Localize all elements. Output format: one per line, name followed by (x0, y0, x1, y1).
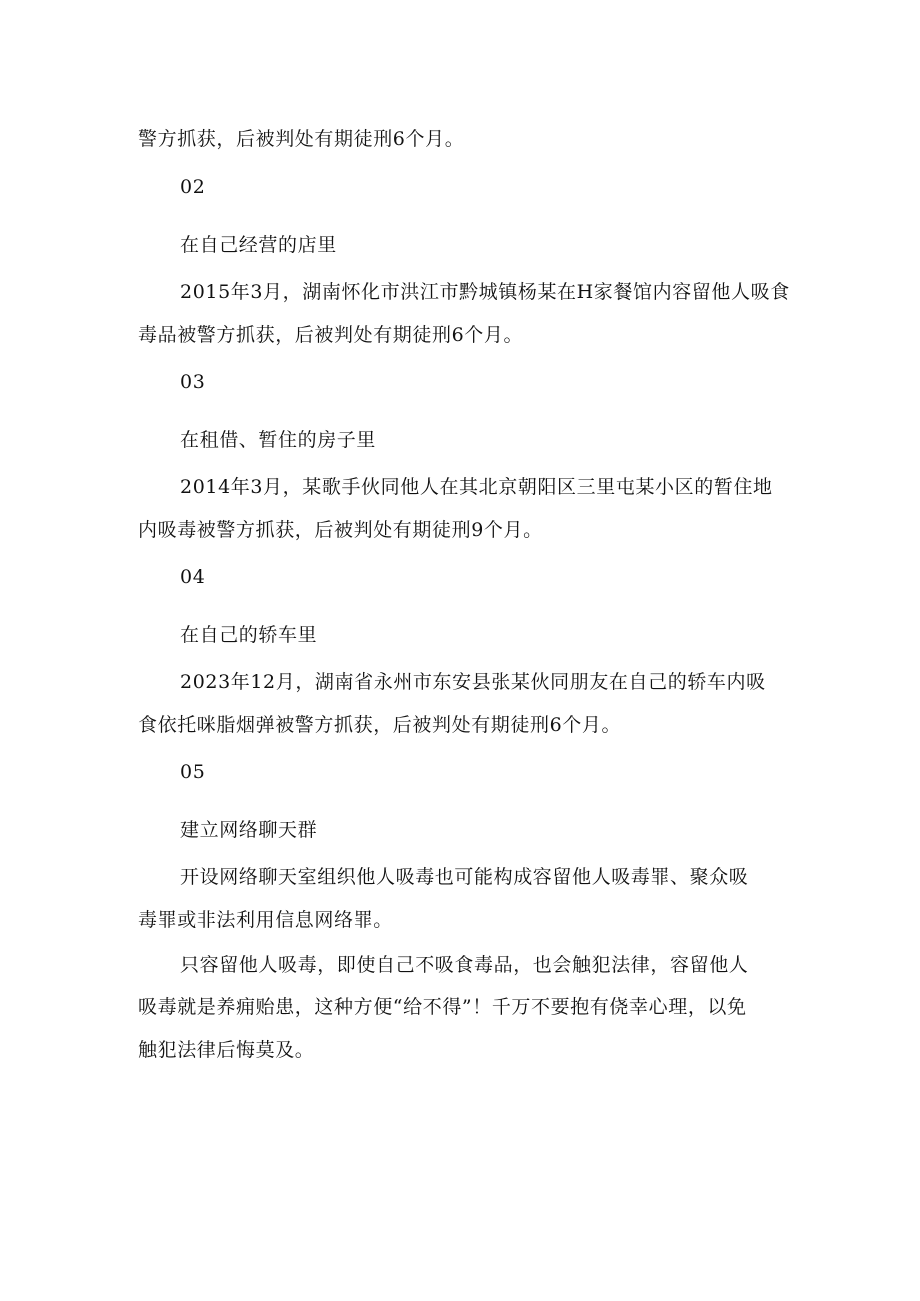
section-number: 03 (180, 371, 206, 393)
section-body-line: 毒罪或非法利用信息网络罪。 (138, 909, 393, 931)
closing-line: 只容留他人吸毒，即使自己不吸食毒品，也会触犯法律，容留他人 (180, 954, 749, 976)
section-heading: 在自己的轿车里 (180, 624, 318, 646)
section-body-line: 食依托咪脂烟弹被警方抓获，后被判处有期徒刑6个月。 (138, 714, 622, 736)
section-body-line: 内吸毒被警方抓获，后被判处有期徒刑9个月。 (138, 519, 543, 541)
section-body-line: 毒品被警方抓获，后被判处有期徒刑6个月。 (138, 324, 524, 346)
section-body-line: 2014年3月，某歌手伙同他人在其北京朝阳区三里屯某小区的暂住地 (180, 476, 773, 498)
section-number: 02 (180, 176, 206, 198)
section-heading: 在租借、暂住的房子里 (180, 429, 377, 451)
section-body-line: 2015年3月，湖南怀化市洪江市黔城镇杨某在H家餐馆内容留他人吸食 (180, 281, 790, 303)
closing-line: 触犯法律后悔莫及。 (138, 1039, 315, 1061)
section-number: 04 (180, 566, 206, 588)
section-number: 05 (180, 761, 206, 783)
opening-tail-line: 警方抓获，后被判处有期徒刑6个月。 (138, 128, 465, 150)
closing-line: 吸毒就是养痈贻患，这种方便“给不得”！千万不要抱有侥幸心理，以免 (138, 996, 747, 1018)
section-heading: 建立网络聊天群 (180, 819, 318, 841)
section-body-line: 2023年12月，湖南省永州市东安县张某伙同朋友在自己的轿车内吸 (180, 671, 766, 693)
section-body-line: 开设网络聊天室组织他人吸毒也可能构成容留他人吸毒罪、聚众吸 (180, 866, 749, 888)
section-heading: 在自己经营的店里 (180, 234, 337, 256)
